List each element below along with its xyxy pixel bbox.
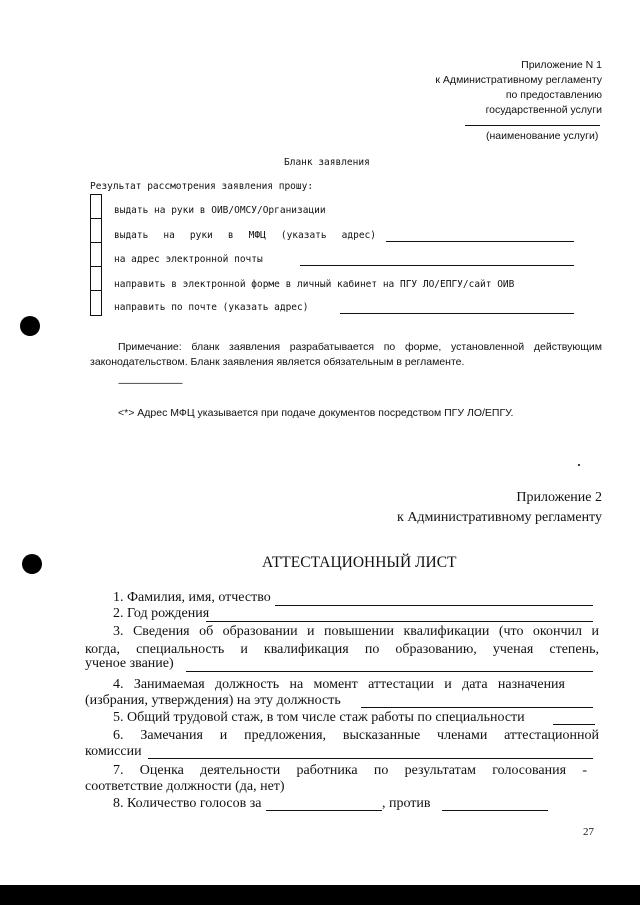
item-5-label: 5. Общий трудовой стаж, в том числе стаж работы по специальности bbox=[113, 710, 525, 725]
item-6-answer-line bbox=[148, 758, 593, 759]
punch-hole-top bbox=[20, 316, 40, 336]
item-1-line bbox=[275, 605, 593, 606]
item-6-line-b: комиссии bbox=[85, 744, 142, 759]
option-5-line bbox=[340, 313, 574, 314]
item-7-line-b: соответствие должности (да, нет) bbox=[85, 779, 285, 794]
option-2: выдать на руки в МФЦ (указать адрес) bbox=[114, 230, 376, 241]
note-text: Примечание: бланк заявления разрабатывается по форме, установленной действующим законодательством. Бланк заявления является обязательным в регламенте. bbox=[90, 341, 602, 368]
appendix1-line1: к Административному регламенту bbox=[435, 74, 602, 86]
item-3-line-b: когда, специальность и квалификация по образованию, ученая степень, bbox=[85, 642, 599, 657]
appendix2-subtitle: к Административному регламенту bbox=[397, 510, 602, 525]
item-4-line-b: (избрания, утверждения) на эту должность bbox=[85, 693, 341, 708]
item-8-against-line bbox=[442, 810, 548, 811]
appendix1-header bbox=[322, 58, 602, 118]
item-8-label-against: , против bbox=[382, 796, 431, 811]
punch-hole-bottom bbox=[22, 554, 42, 574]
appendix2-header bbox=[302, 488, 602, 528]
item-4-answer-line bbox=[361, 707, 593, 708]
service-name-line bbox=[465, 125, 600, 126]
appendix2-title: Приложение 2 bbox=[516, 490, 602, 505]
item-3-line-a: 3. Сведения об образовании и повышении квалификации (что окончил и bbox=[113, 624, 599, 639]
item-4-line-a: 4. Занимаемая должность на момент аттестации и дата назначения bbox=[113, 677, 565, 692]
item-2-label: 2. Год рождения bbox=[113, 606, 210, 621]
item-3-answer-line bbox=[186, 671, 593, 672]
item-7-line-a: 7. Оценка деятельности работника по результатам голосования - bbox=[113, 763, 587, 778]
item-3-line-c: ученое звание) bbox=[85, 656, 174, 671]
item-6-line-a: 6. Замечания и предложения, высказанные членами аттестационной bbox=[113, 728, 599, 743]
item-1-label: 1. Фамилия, имя, отчество bbox=[113, 590, 271, 605]
checkbox-4[interactable] bbox=[91, 267, 101, 291]
scan-bottom-edge bbox=[0, 885, 640, 905]
note-separator: -------------------------------- bbox=[118, 378, 182, 388]
item-2-line bbox=[206, 621, 593, 622]
option-3-line bbox=[300, 265, 574, 266]
option-5: направить по почте (указать адрес) bbox=[114, 302, 309, 313]
attestation-title: АТТЕСТАЦИОННЫЙ ЛИСТ bbox=[262, 554, 457, 571]
item-8-for-line bbox=[266, 810, 382, 811]
page-number: 27 bbox=[583, 826, 594, 838]
option-4: направить в электронной форме в личный кабинет на ПГУ ЛО/ЕПГУ/сайт ОИВ bbox=[114, 279, 515, 290]
form-heading: Бланк заявления bbox=[284, 157, 370, 168]
appendix1-line2: по предоставлению bbox=[505, 89, 602, 101]
footnote: <*> Адрес МФЦ указывается при подаче документов посредством ПГУ ЛО/ЕПГУ. bbox=[118, 407, 514, 419]
item-5-line bbox=[553, 724, 595, 725]
appendix1-title: Приложение N 1 bbox=[521, 59, 602, 71]
checkbox-5[interactable] bbox=[91, 291, 101, 315]
option-1: выдать на руки в ОИВ/ОМСУ/Организации bbox=[114, 205, 326, 216]
checkbox-3[interactable] bbox=[91, 243, 101, 267]
scan-speck bbox=[578, 464, 580, 466]
option-3: на адрес электронной почты bbox=[114, 254, 263, 265]
checkbox-2[interactable] bbox=[91, 219, 101, 243]
appendix1-line3: государственной услуги bbox=[485, 104, 602, 116]
form-request: Результат рассмотрения заявления прошу: bbox=[90, 181, 314, 192]
checkbox-1[interactable] bbox=[91, 195, 101, 219]
option-2-line bbox=[386, 241, 574, 242]
service-caption: (наименование услуги) bbox=[486, 130, 599, 142]
item-8-label-for: 8. Количество голосов за bbox=[113, 796, 262, 811]
checkbox-column bbox=[90, 194, 102, 316]
